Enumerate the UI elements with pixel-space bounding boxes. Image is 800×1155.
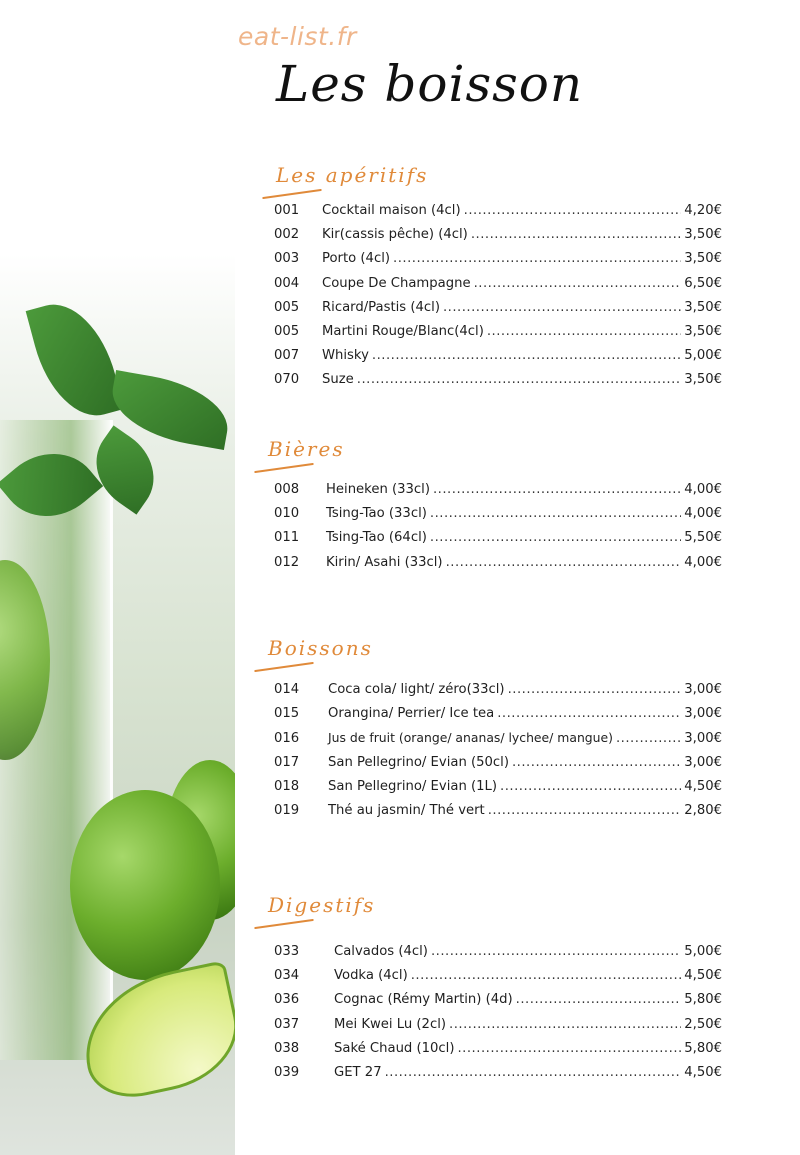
list-item xyxy=(274,992,722,1016)
dot-leader xyxy=(457,1041,681,1056)
item-price: 6,50€ xyxy=(684,275,722,291)
item-price: 3,50€ xyxy=(684,323,722,339)
menu-list-aperitifs xyxy=(274,203,722,397)
list-item xyxy=(274,1065,722,1089)
item-price: 3,50€ xyxy=(684,299,722,315)
list-item xyxy=(274,300,722,324)
item-name: Mei Kwei Lu (2cl) xyxy=(334,1016,447,1032)
section-title-bieres: Bières xyxy=(268,437,345,461)
item-code: 033 xyxy=(274,944,300,959)
item-price: 3,50€ xyxy=(684,251,722,267)
menu-list-bieres xyxy=(274,482,722,579)
item-name: Kirin/ Asahi (33cl) xyxy=(326,554,443,570)
item-price: 4,00€ xyxy=(684,482,722,497)
dot-leader xyxy=(357,372,681,387)
list-item xyxy=(274,730,722,754)
item-price: 4,50€ xyxy=(684,778,722,794)
list-item xyxy=(274,1041,722,1065)
item-name: Kir(cassis pêche) (4cl) xyxy=(322,227,468,243)
item-price: 3,00€ xyxy=(684,706,722,722)
item-price: 5,50€ xyxy=(684,530,722,546)
item-code: 012 xyxy=(274,554,300,570)
item-price: 4,50€ xyxy=(684,1064,722,1080)
dot-leader xyxy=(385,1065,682,1080)
item-name: Porto (4cl) xyxy=(322,251,390,267)
list-item xyxy=(274,227,722,251)
item-price: 5,80€ xyxy=(684,992,722,1008)
item-code: 018 xyxy=(274,778,300,794)
list-item xyxy=(274,1017,722,1041)
dot-leader xyxy=(449,1017,681,1032)
list-item xyxy=(274,944,722,968)
section-title-boissons: Boissons xyxy=(268,636,373,660)
list-item xyxy=(274,755,722,779)
item-price: 3,50€ xyxy=(684,227,722,243)
item-code: 036 xyxy=(274,992,300,1008)
item-code: 010 xyxy=(274,506,300,522)
item-code: 004 xyxy=(274,275,300,291)
dot-leader xyxy=(474,276,682,291)
item-code: 038 xyxy=(274,1040,300,1056)
item-name: Heineken (33cl) xyxy=(326,482,430,497)
item-price: 4,00€ xyxy=(684,554,722,570)
item-name: Ricard/Pastis (4cl) xyxy=(322,299,440,315)
list-item xyxy=(274,555,722,579)
list-item xyxy=(274,372,722,396)
item-code: 014 xyxy=(274,682,300,697)
list-item xyxy=(274,251,722,275)
dot-leader xyxy=(487,324,681,339)
dot-leader xyxy=(431,944,681,959)
list-item xyxy=(274,276,722,300)
item-price: 3,50€ xyxy=(684,372,722,388)
list-item xyxy=(274,803,722,827)
item-code: 011 xyxy=(274,530,300,546)
item-code: 005 xyxy=(274,299,300,315)
item-code: 017 xyxy=(274,754,300,770)
cocktail-photo xyxy=(0,0,235,1155)
item-name: Whisky xyxy=(322,348,369,364)
item-price: 5,80€ xyxy=(684,1040,722,1056)
item-name: Cocktail maison (4cl) xyxy=(322,203,461,218)
item-name: Vodka (4cl) xyxy=(334,968,408,984)
item-name: Tsing-Tao (64cl) xyxy=(326,530,427,546)
item-name: Orangina/ Perrier/ Ice tea xyxy=(328,706,495,722)
dot-leader xyxy=(488,803,682,818)
item-price: 2,50€ xyxy=(684,1016,722,1032)
list-item xyxy=(274,506,722,530)
dot-leader xyxy=(372,348,681,363)
item-name: Saké Chaud (10cl) xyxy=(334,1040,455,1056)
dot-leader xyxy=(512,755,681,770)
dot-leader xyxy=(516,992,682,1007)
item-code: 003 xyxy=(274,251,300,267)
list-item xyxy=(274,779,722,803)
dot-leader xyxy=(464,203,682,218)
watermark: eat-list.fr xyxy=(238,22,357,51)
menu-list-digestifs xyxy=(274,944,722,1089)
dot-leader xyxy=(393,251,681,266)
item-price: 2,80€ xyxy=(684,802,722,818)
item-code: 005 xyxy=(274,323,300,339)
dot-leader xyxy=(616,731,681,746)
item-price: 5,00€ xyxy=(684,944,722,959)
item-price: 3,00€ xyxy=(684,682,722,697)
dot-leader xyxy=(430,506,681,521)
item-name: Coca cola/ light/ zéro(33cl) xyxy=(328,682,505,697)
mint-leaf-image xyxy=(26,293,125,427)
dot-leader xyxy=(430,530,681,545)
dot-leader xyxy=(471,227,681,242)
item-price: 3,00€ xyxy=(684,754,722,770)
section-title-aperitifs: Les apéritifs xyxy=(276,163,429,187)
section-title-digestifs: Digestifs xyxy=(268,893,376,917)
item-name: San Pellegrino/ Evian (1L) xyxy=(328,778,498,794)
item-code: 037 xyxy=(274,1016,300,1032)
list-item xyxy=(274,706,722,730)
item-code: 002 xyxy=(274,227,300,243)
list-item xyxy=(274,682,722,706)
dot-leader xyxy=(433,482,681,497)
item-code: 015 xyxy=(274,706,300,722)
list-item xyxy=(274,482,722,506)
item-name: Martini Rouge/Blanc(4cl) xyxy=(322,323,484,339)
item-code: 008 xyxy=(274,482,300,497)
item-code: 034 xyxy=(274,968,300,984)
menu-list-boissons xyxy=(274,682,722,827)
item-name: Tsing-Tao (33cl) xyxy=(326,506,427,522)
list-item xyxy=(274,530,722,554)
item-name: San Pellegrino/ Evian (50cl) xyxy=(328,754,509,770)
item-code: 001 xyxy=(274,203,300,218)
dot-leader xyxy=(411,968,682,983)
item-code: 070 xyxy=(274,372,300,388)
item-code: 016 xyxy=(274,731,300,747)
item-name: Suze xyxy=(322,372,354,388)
item-code: 039 xyxy=(274,1064,300,1080)
item-name: Cognac (Rémy Martin) (4d) xyxy=(334,992,513,1008)
dot-leader xyxy=(446,555,682,570)
item-code: 019 xyxy=(274,802,300,818)
list-item xyxy=(274,968,722,992)
item-price: 4,00€ xyxy=(684,506,722,522)
page-title: Les boisson xyxy=(276,55,584,113)
item-price: 5,00€ xyxy=(684,348,722,364)
dot-leader xyxy=(508,682,682,697)
dot-leader xyxy=(443,300,681,315)
dot-leader xyxy=(500,779,681,794)
item-name: Coupe De Champagne xyxy=(322,275,471,291)
item-name: GET 27 xyxy=(334,1064,382,1080)
item-name: Jus de fruit (orange/ ananas/ lychee/ mangue) xyxy=(328,730,613,746)
list-item xyxy=(274,348,722,372)
lime-image xyxy=(70,790,220,980)
list-item xyxy=(274,203,722,227)
item-name: Calvados (4cl) xyxy=(334,944,428,959)
dot-leader xyxy=(497,706,681,721)
item-name: Thé au jasmin/ Thé vert xyxy=(328,802,485,818)
item-price: 4,20€ xyxy=(684,203,722,218)
item-price: 4,50€ xyxy=(684,968,722,984)
item-code: 007 xyxy=(274,348,300,364)
item-price: 3,00€ xyxy=(684,731,722,747)
list-item xyxy=(274,324,722,348)
